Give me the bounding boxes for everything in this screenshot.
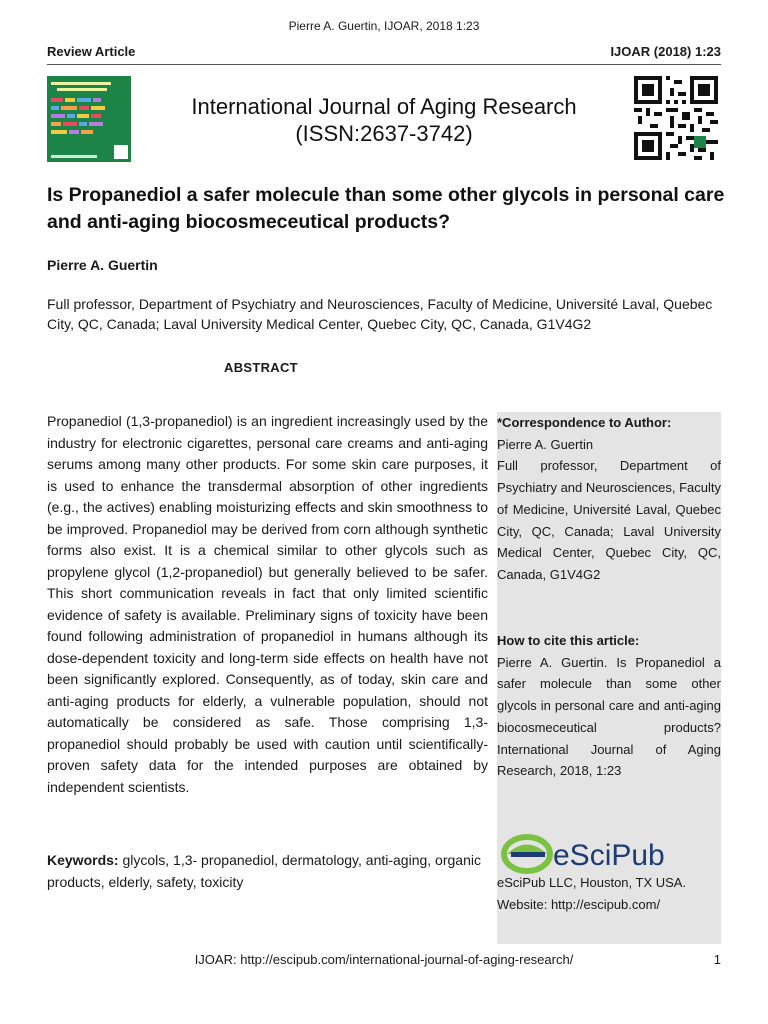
article-type-label: Review Article — [47, 44, 136, 59]
author-name: Pierre A. Guertin — [47, 257, 158, 273]
correspondence-sidebar — [497, 412, 721, 944]
abstract-heading: ABSTRACT — [224, 360, 298, 375]
publisher-block — [497, 872, 721, 915]
citation-block — [497, 630, 721, 782]
journal-title — [140, 93, 628, 147]
journal-cover-thumbnail — [47, 76, 131, 162]
correspondence-affiliation: Full professor, Department of Psychiatry and Neurosciences, Faculty of Medicine, Université Laval, Quebec City, QC, Canada; Laval University Medical Center, Quebec City, QC, Canada, G1V4G2 — [497, 458, 721, 582]
citation-text: Pierre A. Guertin. Is Propanediol a safer molecule than some other glycols in personal care and anti-aging biocosmeceutical products? International Journal of Aging Research, 2018, 1:23 — [497, 654, 721, 779]
running-head: Pierre A. Guertin, IJOAR, 2018 1:23 — [288, 19, 480, 33]
article-title: Is Propanediol a safer molecule than some other glycols in personal care and anti-aging biocosmeceutical products? — [47, 184, 725, 233]
header-divider — [47, 64, 721, 65]
correspondence-label: *Correspondence to Author: — [497, 415, 672, 430]
keywords-text: glycols, 1,3- propanediol, dermatology, anti-aging, organic products, elderly, safety, toxicity — [47, 852, 481, 890]
escipub-logo — [501, 827, 681, 877]
citation-label: How to cite this article: — [497, 633, 640, 648]
journal-name: International Journal of Aging Research — [191, 94, 577, 119]
keywords — [47, 850, 488, 893]
publisher-website[interactable]: Website: http://escipub.com/ — [497, 896, 661, 912]
correspondence-name: Pierre A. Guertin — [497, 436, 594, 452]
keywords-label: Keywords: — [47, 852, 119, 868]
publisher-address: eSciPub LLC, Houston, TX USA. — [497, 875, 687, 890]
page-number: 1 — [713, 952, 721, 967]
correspondence-block — [497, 412, 721, 586]
logo-wordmark: eSciPub — [553, 839, 665, 872]
author-affiliation: Full professor, Department of Psychiatry and Neurosciences, Faculty of Medicine, Université Laval, Quebec City, QC, Canada; Laval University Medical Center, Quebec City, QC, Canada, G1V4G2 — [47, 296, 713, 332]
journal-issn: (ISSN:2637-3742) — [295, 121, 473, 146]
footer-url[interactable]: IJOAR: http://escipub.com/international-journal-of-aging-research/ — [194, 952, 574, 967]
abstract-body: Propanediol (1,3-propanediol) is an ingredient increasingly used by the industry for electronic cigarettes, personal care creams and anti-aging serums among many other products. For some skin care purposes, it is used to enhance the transdermal absorption of other ingredients (e.g., the actives) enabling moisturizing effects and skin smoothness to be improved. Propanediol may be derived from corn although synthetic forms also exist. It is a chemical similar to other glycols such as propylene glycol (1,2-propanediol) but generally believed to be safer. This short communication reveals in fact that only limited scientific evidence of safety is available. Preliminary signs of toxicity have been found following administration of propanediol in humans although its dose-dependent toxicity and long-term side effects on health have not been significantly explored. Consequently, as of today, skin care and anti-aging products for elderly, a vulnerable population, should not automatically be considered as safe. Those comprising 1,3-propanediol should probably be used with caution until scientifically-proven safety data for the intended purposes are obtained by independent scientists. — [47, 413, 488, 795]
qr-code-icon — [632, 76, 720, 160]
journal-reference: IJOAR (2018) 1:23 — [610, 44, 721, 59]
